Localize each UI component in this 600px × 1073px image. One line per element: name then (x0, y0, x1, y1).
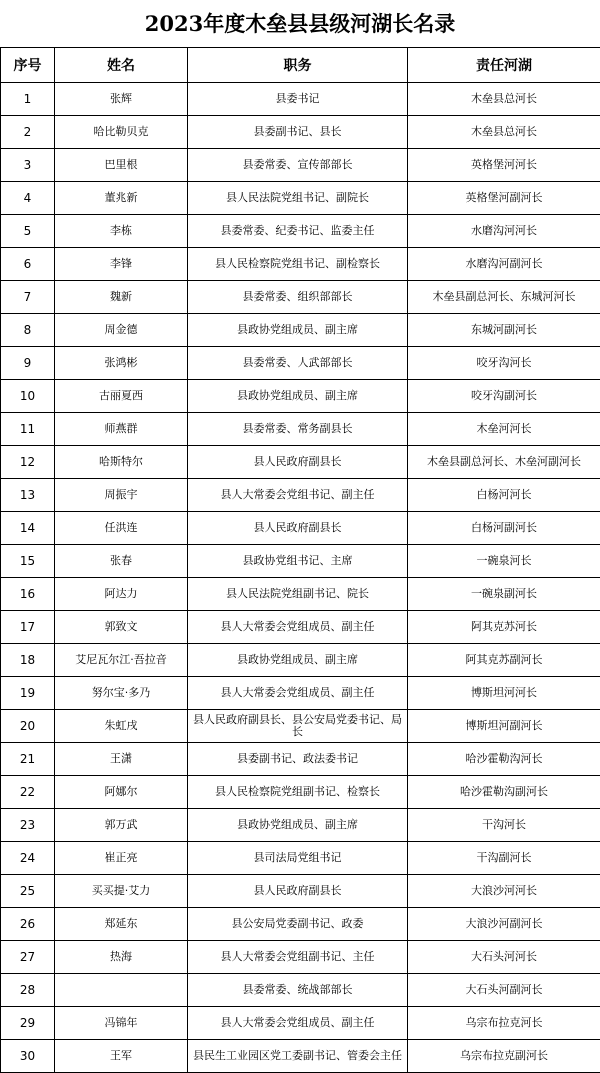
table-row (1, 743, 600, 776)
table-row (1, 116, 600, 149)
cell-position: 县人大常委会党组书记、副主任 (188, 479, 408, 512)
cell-river: 木垒县总河长 (408, 83, 600, 116)
table-row (1, 512, 600, 545)
cell-index: 13 (1, 479, 55, 512)
cell-position: 县委副书记、政法委书记 (188, 743, 408, 776)
cell-river: 乌宗布拉克副河长 (408, 1040, 600, 1073)
cell-name: 周金德 (55, 314, 188, 347)
cell-name: 热海 (55, 941, 188, 974)
cell-river: 英格堡河副河长 (408, 182, 600, 215)
cell-index: 7 (1, 281, 55, 314)
table-row (1, 347, 600, 380)
cell-name: 魏新 (55, 281, 188, 314)
cell-name: 师燕群 (55, 413, 188, 446)
cell-name: 哈比勒贝克 (55, 116, 188, 149)
cell-river: 一碗泉河长 (408, 545, 600, 578)
table-row (1, 413, 600, 446)
table-row (1, 215, 600, 248)
table-row (1, 611, 600, 644)
cell-river: 干沟副河长 (408, 842, 600, 875)
cell-river: 英格堡河河长 (408, 149, 600, 182)
cell-river: 白杨河河长 (408, 479, 600, 512)
cell-name: 王潇 (55, 743, 188, 776)
cell-position: 县人民政府副县长 (188, 512, 408, 545)
cell-index: 6 (1, 248, 55, 281)
table-header-row (1, 48, 600, 83)
cell-position: 县人民检察院党组书记、副检察长 (188, 248, 408, 281)
header-position: 职务 (188, 48, 408, 83)
cell-index: 17 (1, 611, 55, 644)
table-row (1, 644, 600, 677)
table-body (1, 83, 600, 1073)
cell-name: 哈斯特尔 (55, 446, 188, 479)
cell-index: 27 (1, 941, 55, 974)
table-row (1, 545, 600, 578)
cell-name: 王军 (55, 1040, 188, 1073)
cell-name: 郭万武 (55, 809, 188, 842)
table-row (1, 1007, 600, 1040)
cell-position: 县民生工业园区党工委副书记、管委会主任 (188, 1040, 408, 1073)
table-row (1, 776, 600, 809)
cell-position: 县人民政府副县长、县公安局党委书记、局长 (188, 710, 408, 743)
table-row (1, 578, 600, 611)
cell-position: 县政协党组成员、副主席 (188, 809, 408, 842)
cell-index: 28 (1, 974, 55, 1007)
cell-position: 县人大常委会党组成员、副主任 (188, 677, 408, 710)
cell-index: 15 (1, 545, 55, 578)
cell-position: 县政协党组成员、副主席 (188, 644, 408, 677)
cell-position: 县公安局党委副书记、政委 (188, 908, 408, 941)
table-row (1, 710, 600, 743)
cell-index: 25 (1, 875, 55, 908)
cell-index: 29 (1, 1007, 55, 1040)
cell-name: 张春 (55, 545, 188, 578)
cell-position: 县人民检察院党组副书记、检察长 (188, 776, 408, 809)
cell-name: 阿达力 (55, 578, 188, 611)
cell-river: 水磨沟河副河长 (408, 248, 600, 281)
cell-river: 水磨沟河河长 (408, 215, 600, 248)
cell-index: 12 (1, 446, 55, 479)
cell-position: 县委常委、常务副县长 (188, 413, 408, 446)
cell-river: 乌宗布拉克河长 (408, 1007, 600, 1040)
cell-river: 博斯坦河副河长 (408, 710, 600, 743)
cell-index: 11 (1, 413, 55, 446)
cell-position: 县委常委、宣传部部长 (188, 149, 408, 182)
table-row (1, 281, 600, 314)
cell-position: 县政协党组成员、副主席 (188, 314, 408, 347)
cell-name: 努尔宝·多乃 (55, 677, 188, 710)
cell-river: 白杨河副河长 (408, 512, 600, 545)
cell-river: 咬牙沟河长 (408, 347, 600, 380)
cell-name: 任洪连 (55, 512, 188, 545)
cell-position: 县委副书记、县长 (188, 116, 408, 149)
header-index: 序号 (1, 48, 55, 83)
cell-index: 18 (1, 644, 55, 677)
cell-river: 木垒河河长 (408, 413, 600, 446)
cell-river: 东城河副河长 (408, 314, 600, 347)
header-name: 姓名 (55, 48, 188, 83)
cell-position: 县人大常委会党组副书记、主任 (188, 941, 408, 974)
cell-index: 24 (1, 842, 55, 875)
cell-river: 哈沙霍勒沟副河长 (408, 776, 600, 809)
cell-name: 崔正亮 (55, 842, 188, 875)
cell-river: 阿其克苏河长 (408, 611, 600, 644)
cell-name: 艾尼瓦尔江·吾拉音 (55, 644, 188, 677)
cell-name: 张辉 (55, 83, 188, 116)
cell-index: 20 (1, 710, 55, 743)
table-row (1, 974, 600, 1007)
cell-position: 县人大常委会党组成员、副主任 (188, 1007, 408, 1040)
cell-index: 16 (1, 578, 55, 611)
cell-river: 干沟河长 (408, 809, 600, 842)
cell-name: 郭致文 (55, 611, 188, 644)
cell-position: 县政协党组成员、副主席 (188, 380, 408, 413)
cell-position: 县委书记 (188, 83, 408, 116)
cell-name: 李锋 (55, 248, 188, 281)
cell-name: 古丽夏西 (55, 380, 188, 413)
table-row (1, 149, 600, 182)
table-row (1, 842, 600, 875)
cell-index: 5 (1, 215, 55, 248)
cell-index: 8 (1, 314, 55, 347)
cell-position: 县人民政府副县长 (188, 875, 408, 908)
cell-name: 巴里根 (55, 149, 188, 182)
cell-position: 县人民法院党组书记、副院长 (188, 182, 408, 215)
cell-position: 县政协党组书记、主席 (188, 545, 408, 578)
cell-river: 博斯坦河河长 (408, 677, 600, 710)
cell-river: 一碗泉副河长 (408, 578, 600, 611)
cell-position: 县委常委、组织部部长 (188, 281, 408, 314)
cell-index: 10 (1, 380, 55, 413)
table-row (1, 908, 600, 941)
cell-river: 木垒县副总河长、东城河河长 (408, 281, 600, 314)
cell-index: 30 (1, 1040, 55, 1073)
cell-index: 2 (1, 116, 55, 149)
cell-river: 大浪沙河河长 (408, 875, 600, 908)
cell-position: 县人民政府副县长 (188, 446, 408, 479)
cell-index: 4 (1, 182, 55, 215)
cell-index: 23 (1, 809, 55, 842)
page-title: 2023年度木垒县县级河湖长名录 (0, 0, 600, 48)
river-chief-table (0, 47, 600, 1073)
cell-name: 冯锦年 (55, 1007, 188, 1040)
cell-name: 李栋 (55, 215, 188, 248)
table-row (1, 182, 600, 215)
cell-river: 大石头河副河长 (408, 974, 600, 1007)
cell-position: 县人民法院党组副书记、院长 (188, 578, 408, 611)
table-row (1, 1040, 600, 1073)
table-row (1, 314, 600, 347)
table-row (1, 809, 600, 842)
cell-position: 县司法局党组书记 (188, 842, 408, 875)
cell-name: 张鸿彬 (55, 347, 188, 380)
table-row (1, 446, 600, 479)
cell-name: 郑延东 (55, 908, 188, 941)
cell-name: 朱虹戌 (55, 710, 188, 743)
cell-index: 26 (1, 908, 55, 941)
cell-river: 阿其克苏副河长 (408, 644, 600, 677)
cell-index: 22 (1, 776, 55, 809)
cell-position: 县人大常委会党组成员、副主任 (188, 611, 408, 644)
cell-index: 9 (1, 347, 55, 380)
cell-index: 21 (1, 743, 55, 776)
cell-position: 县委常委、人武部部长 (188, 347, 408, 380)
cell-index: 19 (1, 677, 55, 710)
table-row (1, 479, 600, 512)
cell-river: 大石头河河长 (408, 941, 600, 974)
cell-river: 大浪沙河副河长 (408, 908, 600, 941)
table-row (1, 677, 600, 710)
cell-name: 买买提·艾力 (55, 875, 188, 908)
cell-name: 周振宇 (55, 479, 188, 512)
cell-river: 木垒县副总河长、木垒河副河长 (408, 446, 600, 479)
table-row (1, 380, 600, 413)
table-row (1, 875, 600, 908)
cell-name: 阿娜尔 (55, 776, 188, 809)
cell-position: 县委常委、统战部部长 (188, 974, 408, 1007)
table-row (1, 248, 600, 281)
cell-name: 董兆新 (55, 182, 188, 215)
table-row (1, 941, 600, 974)
cell-river: 咬牙沟副河长 (408, 380, 600, 413)
cell-name (55, 974, 188, 1007)
header-river: 责任河湖 (408, 48, 600, 83)
cell-position: 县委常委、纪委书记、监委主任 (188, 215, 408, 248)
cell-index: 3 (1, 149, 55, 182)
cell-river: 木垒县总河长 (408, 116, 600, 149)
table-row (1, 83, 600, 116)
cell-index: 1 (1, 83, 55, 116)
cell-river: 哈沙霍勒沟河长 (408, 743, 600, 776)
cell-index: 14 (1, 512, 55, 545)
